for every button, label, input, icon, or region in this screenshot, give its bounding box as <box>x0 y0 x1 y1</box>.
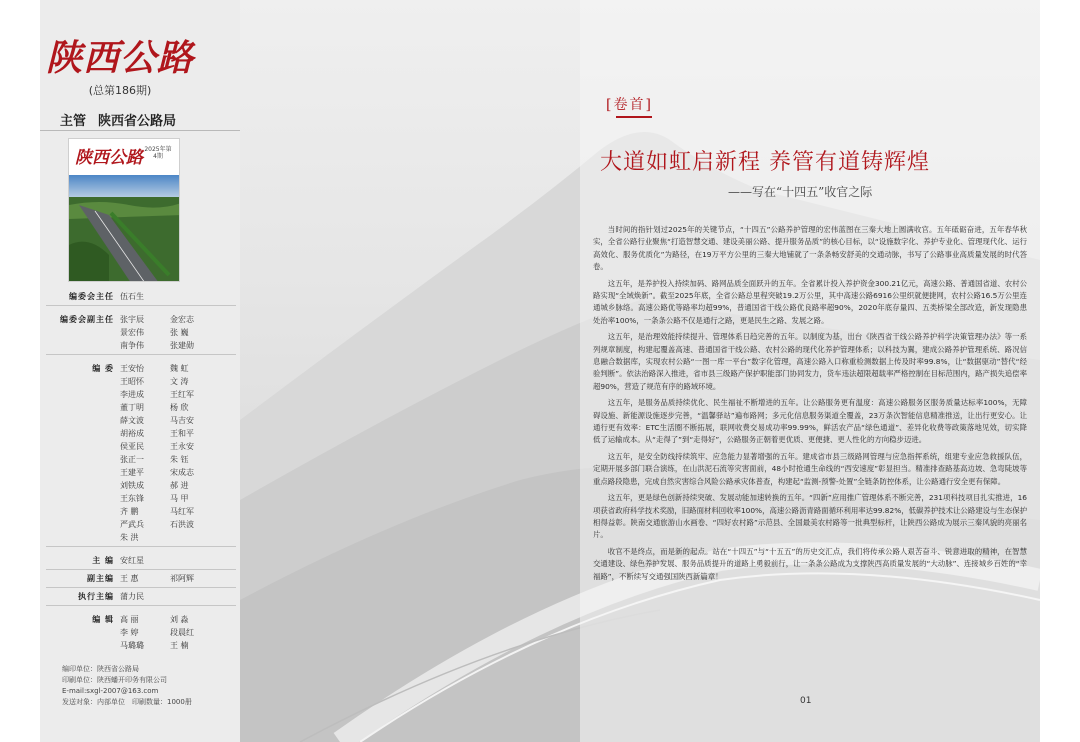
column-tag: [卷首] <box>606 97 653 113</box>
article-body <box>593 224 1027 588</box>
masthead <box>40 38 200 98</box>
cover-subtitle: 2025年第4期 <box>144 146 172 160</box>
sponsor-label: 主管 <box>60 114 87 129</box>
staff-name: 金宏志 <box>170 315 194 324</box>
staff-name: 刘铁成 <box>120 481 144 490</box>
staff-name: 景宏伟 <box>120 328 144 337</box>
staff-name: 张宇辰 <box>120 315 144 324</box>
staff-name: 安红星 <box>120 556 144 565</box>
staff-name: 王 楠 <box>170 641 189 650</box>
staff-name: 宋成志 <box>170 468 194 477</box>
article-paragraph: 这五年，更是绿色创新持续突破、发展动能加速转换的五年。“四新”应用推广管理体系不断完善，231项科技项目扎实推进，16项获省政府科学技术奖励，旧路面材料回收率100%，高速公路沥青路面循环利用率达99.82%，低碳养护技术让公路建设与生态保护相得益彰。陕南交通旅游山水画卷、“四好农村路”示范县、全国最美农村路等一批典型标杆，让陕西公路成为展示三秦风貌的亮丽名片。 <box>593 493 1027 540</box>
article-paragraph: 这五年，是安全防线持续筑牢、应急能力显著增强的五年。建成省市县三级路网管理与应急指挥系统，组建专业应急救援队伍，定期开展多部门联合演练，在山洪泥石流等灾害面前，48小时抢通生命线的“西安速度”彰显担当。精准排查路基高边坡、急弯陡坡等重点路段隐患，完成自然灾害综合风险公路承灾体普查，构建起“监测-预警-处置”全链条防控体系，让公路通行安全更有保障。 <box>593 452 1027 486</box>
staff-name: 张 巍 <box>170 328 189 337</box>
staff-group <box>46 606 236 654</box>
editorial-staff <box>46 288 236 654</box>
staff-name: 张建勋 <box>170 341 194 350</box>
staff-name: 马璐璐 <box>120 641 144 650</box>
staff-name: 马红军 <box>170 507 194 516</box>
column-tag-underline <box>616 116 652 118</box>
staff-name: 段晨红 <box>170 628 194 637</box>
staff-role: 副主编 <box>87 574 114 583</box>
article-paragraph: 这五年，是养护投入持续加码、路网品质全面跃升的五年。全省累计投入养护资金300.21亿元，高速公路、普通国省道、农村公路实现“全域焕新”。截至2025年底，全省公路总里程突破19.2万公里，其中高速公路6916公里织就便捷网，农村公路16.5万公里连通城乡脉络。高速公路优等路率均超99%，普通国省干线公路优良路率超90%，2020年底存量四、五类桥梁全部改造，新发现隐患处治率100%，一条条公路不仅是通行之路，更是民生之路、发展之路。 <box>593 278 1027 325</box>
staff-name: 伍石生 <box>120 292 144 301</box>
staff-name: 王和平 <box>170 429 194 438</box>
staff-name: 朱 钰 <box>170 455 189 464</box>
staff-name: 高 丽 <box>120 615 139 624</box>
staff-name: 马吉安 <box>170 416 194 425</box>
staff-group <box>46 547 236 570</box>
staff-name: 齐 鹏 <box>120 507 139 516</box>
staff-group <box>46 306 236 355</box>
sponsor-name: 陕西省公路局 <box>98 114 177 129</box>
staff-name: 郝 进 <box>170 481 189 490</box>
publication-info <box>62 664 232 708</box>
staff-name: 董丁明 <box>120 403 144 412</box>
staff-name: 严武兵 <box>120 520 144 529</box>
staff-name: 王红军 <box>170 390 194 399</box>
masthead-divider <box>40 130 240 131</box>
issue-number: (总第186期) <box>88 84 152 97</box>
staff-name: 蒲力民 <box>120 592 144 601</box>
staff-role: 主 编 <box>92 556 114 565</box>
article-subheadline: ——写在“十四五”收官之际 <box>728 185 873 199</box>
page-number: 01 <box>800 696 812 706</box>
staff-name: 王 惠 <box>120 574 139 583</box>
article-paragraph: 当时间的指针划过2025年的关键节点，“十四五”公路养护管理的宏伟蓝图在三秦大地上圆满收官。五年砥砺奋进，五年春华秋实，全省公路行业聚焦“打造智慧交通、建设美丽公路、提升服务品质”的核心目标，以“设施数字化、养护专业化、管理现代化、运行高效化、服务优质化”为路径，在19万平方公里的三秦大地铺就了一条条畅安舒美的交通动脉，书写了公路事业高质量发展的时代答卷。 <box>593 225 1027 271</box>
page-margin <box>1040 0 1080 742</box>
staff-name: 王永安 <box>170 442 194 451</box>
staff-role: 编 辑 <box>92 615 114 624</box>
staff-group <box>46 355 236 547</box>
staff-name: 王安怡 <box>120 364 144 373</box>
staff-name: 朱 洪 <box>120 533 139 542</box>
staff-group <box>46 288 236 306</box>
staff-name: 石洪波 <box>170 520 194 529</box>
staff-name: 魏 虹 <box>170 364 189 373</box>
article-headline: 大道如虹启新程 养管有道铸辉煌 <box>600 150 930 175</box>
article-paragraph: 这五年，是治理效能持续提升、管理体系日趋完善的五年。以制度为基，出台《陕西省干线公路养护科学决策管理办法》等一系列规章制度，构建起覆盖高速、普通国省干线公路、农村公路的现代化养护管理体系；以科技为翼，建成公路养护管理系统、路况信息融合数据库，实现农村公路“一图一库一平台”数字化管理，高速公路入口称重检测数据上传及时率99.8%，让“数据驱动”替代“经验判断”。依法治路深入推进，省市县三级路产保护职能部门协同发力，货车违法超限超载率严格控制在目标范围内，路产损失追偿率超90%，营造了规范有序的路域环境。 <box>593 332 1027 391</box>
article-paragraph: 收官不是终点，而是新的起点。站在“十四五”与“十五五”的历史交汇点，我们将传承公路人艰苦奋斗、锐意进取的精神，在智慧交通建设、绿色养护发展、服务品质提升的道路上勇毅前行，让一条条公路成为支撑陕西高质量发展的“大动脉”、连接城乡百姓的“幸福路”，不断续写交通强国陕西新篇章！ <box>593 547 1027 581</box>
publisher-line: 编印单位：陕西省公路局 <box>62 665 139 673</box>
staff-name: 李 婷 <box>120 628 139 637</box>
article-paragraph: 这五年，是服务品质持续优化、民生福祉不断增进的五年。让公路服务更有温度：高速公路服务区服务质量达标率100%，无障碍设施、新能源设施逐步完善，“温馨驿站”遍布路网；多元化信息服务渠道全覆盖，23万条次智能信息精准推送，让出行更安心。让通行更有效率：ETC生活圈不断拓展，联网收费交易成功率99.99%，鲜活农产品“绿色通道”、差异化收费等政策落地见效，切实降低了运输成本。从“走得了”到“走得好”，公路服务正朝着更优质、更便捷、更人性化的方向稳步迈进。 <box>593 398 1027 445</box>
staff-name: 侯亚民 <box>120 442 144 451</box>
staff-name: 文 涛 <box>170 377 189 386</box>
staff-role: 编委会主任 <box>69 292 114 301</box>
staff-role: 执行主编 <box>78 592 114 601</box>
staff-name: 李进成 <box>120 390 144 399</box>
staff-role: 编 委 <box>92 364 114 373</box>
staff-name: 祁阿辉 <box>170 574 194 583</box>
staff-name: 王建平 <box>120 468 144 477</box>
printer-line: 印刷单位：陕西蟠开印务有限公司 <box>62 676 167 684</box>
staff-name: 王昭怀 <box>120 377 144 386</box>
staff-group <box>46 570 236 588</box>
cover-highway-image <box>69 175 180 282</box>
staff-name: 南争伟 <box>120 341 144 350</box>
staff-name: 杨 欣 <box>170 403 189 412</box>
email-line: E-mail:sxgl-2007@163.com <box>62 687 159 695</box>
staff-name: 张正一 <box>120 455 144 464</box>
staff-role: 编委会副主任 <box>60 315 114 324</box>
sponsor-line <box>60 110 200 129</box>
staff-name: 刘 淼 <box>170 615 189 624</box>
cover-thumbnail <box>68 138 180 282</box>
magazine-title: 陕西公路 <box>45 37 194 79</box>
staff-name: 胡裕成 <box>120 429 144 438</box>
staff-name: 王东锋 <box>120 494 144 503</box>
staff-group <box>46 588 236 606</box>
staff-name: 马 甲 <box>170 494 189 503</box>
distribution-line: 发送对象：内部单位 印刷数量：1000册 <box>62 698 192 706</box>
cover-title: 陕西公路 <box>75 148 143 168</box>
staff-name: 薛文波 <box>120 416 144 425</box>
